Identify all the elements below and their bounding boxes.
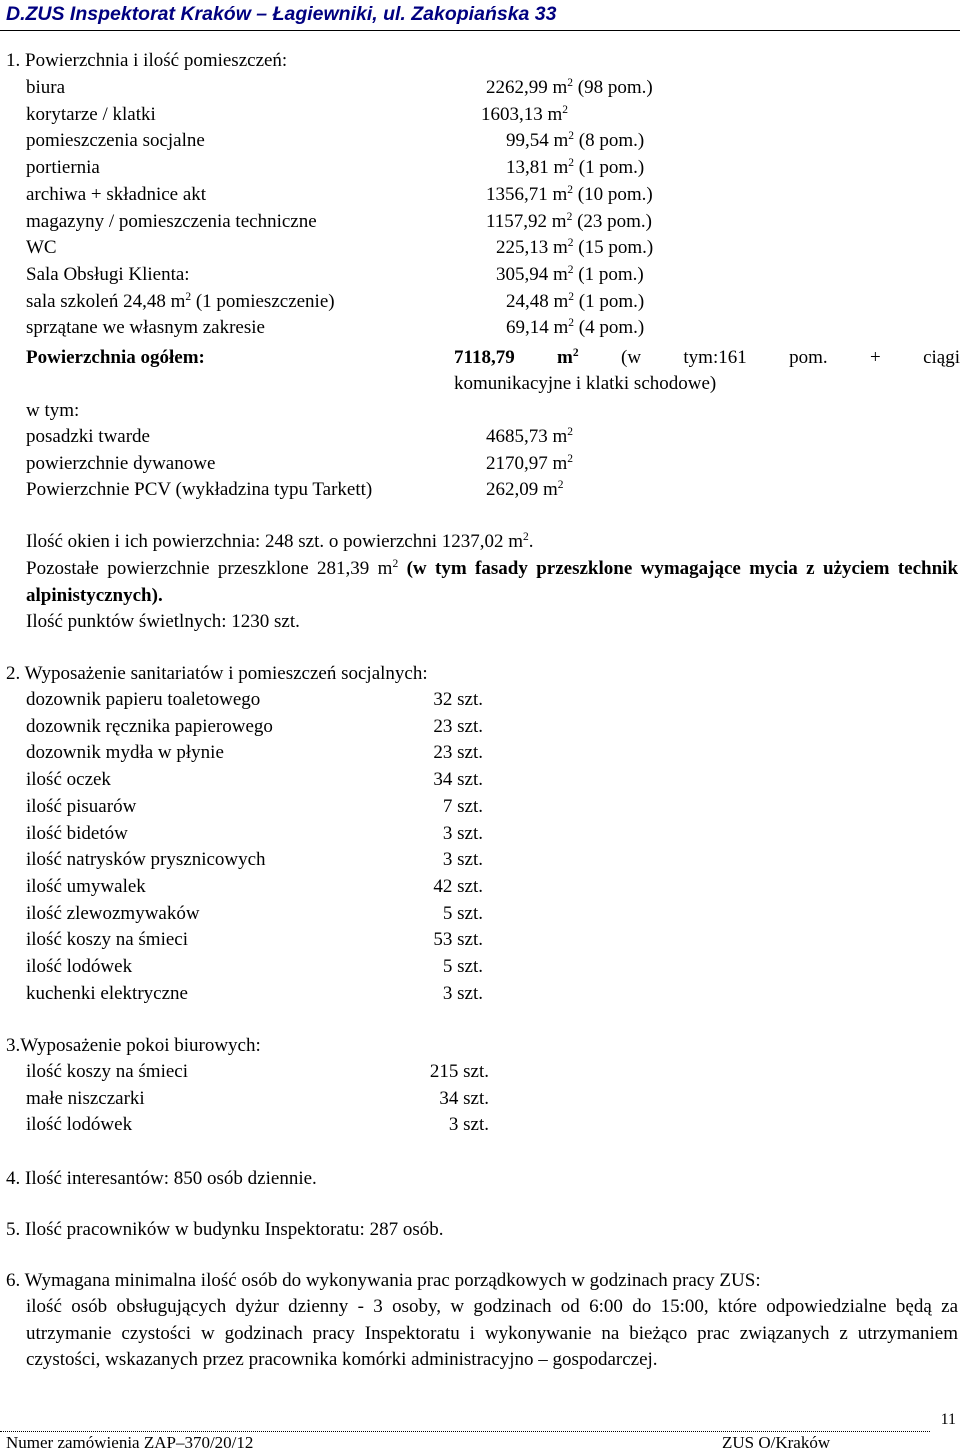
area-row-label: archiwa + składnice akt xyxy=(26,183,207,205)
w-tym-label: w tym: xyxy=(26,400,80,421)
equipment-quantity: 3 szt. xyxy=(442,982,483,1004)
equipment-quantity: 7 szt. xyxy=(442,795,483,817)
area-row xyxy=(26,155,946,182)
windows-line: Ilość okien i ich powierzchnia: 248 szt. o powierzchni 1237,02 $m^2$. xyxy=(26,531,534,552)
area-row-label: korytarze / klatki xyxy=(26,103,156,125)
equipment-label: dozownik ręcznika papierowego xyxy=(26,715,273,737)
equipment-row xyxy=(26,767,483,794)
equipment-label: ilość koszy na śmieci xyxy=(26,929,188,951)
equipment-quantity: 32 szt. xyxy=(433,689,483,710)
equipment-row xyxy=(26,874,483,901)
equipment-label: ilość bidetów xyxy=(26,822,128,844)
area-row-label: sprzątane we własnym zakresie xyxy=(26,317,265,339)
equipment-label: małe niszczarki xyxy=(26,1087,145,1109)
equipment-row xyxy=(26,901,483,928)
section-2-title: 2. Wyposażenie sanitariatów i pomieszczeń socjalnych: xyxy=(6,663,428,684)
floor-row-label: Powierzchnie PCV (wykładzina typu Tarkett) xyxy=(26,479,373,501)
equipment-quantity: 23 szt. xyxy=(433,742,483,764)
area-row-label: biura xyxy=(26,77,66,98)
page-number: 11 xyxy=(940,1411,956,1428)
equipment-row xyxy=(26,821,483,848)
equipment-quantity: 3 szt. xyxy=(442,849,483,871)
footer-order-number: Numer zamówienia ZAP–370/20/12 xyxy=(6,1433,254,1452)
area-row xyxy=(26,128,946,155)
equipment-quantity: 34 szt. xyxy=(433,769,483,791)
equipment-quantity: 3 szt. xyxy=(448,1114,489,1136)
equipment-label: ilość oczek xyxy=(26,769,111,791)
floor-row-value: 262,09 $m^2$ xyxy=(486,479,564,501)
floor-row-value: 4685,73 $m^2$ xyxy=(486,426,574,447)
floor-row-value: 2170,97 $m^2$ xyxy=(486,452,574,474)
area-row-label: WC xyxy=(26,237,57,259)
section-6-title: 6. Wymagana minimalna ilość osób do wykonywania prac porządkowych w godzinach pracy ZUS: xyxy=(6,1270,761,1291)
equipment-label: ilość pisuarów xyxy=(26,795,137,817)
equipment-quantity: 23 szt. xyxy=(433,715,483,737)
section-6-body: ilość osób obsługujących dyżur dzienny - 3 osoby, w godzinach od 6:00 do 15:00, które odpowiedzialne będą za utrzymanie czystości w godzinach pracy Inspektoratu i wykonywanie na bieżąco prac związanych z utrzymaniem czystości, wskazanych przez pracownika komórki administracyjno – gospodarczej. xyxy=(26,1296,958,1371)
equipment-quantity: 53 szt. xyxy=(433,929,483,951)
area-row-label: sala szkoleń 24,48 $m^2$ (1 pomieszczenie) xyxy=(26,290,335,312)
area-row-value: 305,94 $m^2$ (1 pom.) xyxy=(496,263,644,285)
section-1-title: 1. Powierzchnia i ilość pomieszczeń: xyxy=(6,50,288,71)
floor-row-label: posadzki twarde xyxy=(26,426,150,447)
page-header: D.ZUS Inspektorat Kraków – Łagiewniki, ul. Zakopiańska 33 xyxy=(6,3,557,25)
equipment-quantity: 34 szt. xyxy=(439,1087,489,1109)
floor-row-label: powierzchnie dywanowe xyxy=(26,452,216,474)
equipment-row xyxy=(26,927,483,954)
area-row xyxy=(26,262,946,289)
area-row-value: 99,54 $m^2$ (8 pom.) xyxy=(506,130,645,152)
equipment-row xyxy=(26,1086,489,1113)
area-row-label: magazyny / pomieszczenia techniczne xyxy=(26,210,317,232)
area-row-value: 1356,71 $m^2$ (10 pom.) xyxy=(486,183,653,205)
area-row xyxy=(26,75,946,102)
total-area-note: komunikacyjne i klatki schodowe) xyxy=(454,373,717,394)
equipment-quantity: 5 szt. xyxy=(442,956,483,977)
equipment-row xyxy=(26,794,483,821)
floor-row xyxy=(26,424,946,451)
floor-row xyxy=(26,477,946,504)
equipment-row xyxy=(26,687,483,714)
area-row xyxy=(26,235,946,262)
equipment-label: ilość lodówek xyxy=(26,956,133,977)
equipment-row xyxy=(26,954,483,981)
equipment-row xyxy=(26,740,483,767)
equipment-label: ilość koszy na śmieci xyxy=(26,1061,188,1082)
equipment-row xyxy=(26,714,483,741)
section-4-line: 4. Ilość interesantów: 850 osób dziennie. xyxy=(6,1168,317,1189)
equipment-quantity: 5 szt. xyxy=(442,902,483,924)
equipment-quantity: 215 szt. xyxy=(429,1061,489,1082)
area-row xyxy=(26,289,946,316)
area-row-label: Sala Obsługi Klienta: xyxy=(26,263,190,285)
equipment-row xyxy=(26,1059,489,1086)
area-row xyxy=(26,209,946,236)
area-row xyxy=(26,102,946,129)
equipment-row xyxy=(26,981,483,1008)
area-row-value: 69,14 $m^2$ (4 pom.) xyxy=(506,317,645,339)
floor-row xyxy=(26,451,946,478)
area-row-value: 13,81 $m^2$ (1 pom.) xyxy=(506,157,645,179)
equipment-label: ilość zlewozmywaków xyxy=(26,902,200,924)
total-area-row xyxy=(26,345,960,372)
equipment-row xyxy=(26,847,483,874)
equipment-label: ilość lodówek xyxy=(26,1114,133,1136)
equipment-row xyxy=(26,1112,489,1139)
header-rule xyxy=(0,30,960,31)
area-row-value: 1603,13 $m^2$ xyxy=(481,103,569,125)
total-area-value: 7118,79 $m^2$ (w tym:161 pom. + ciągi xyxy=(454,347,960,368)
total-area-row-cont xyxy=(26,371,946,398)
equipment-label: dozownik papieru toaletowego xyxy=(26,689,261,710)
area-row-value: 225,13 $m^2$ (15 pom.) xyxy=(496,237,654,259)
area-row xyxy=(26,315,946,342)
area-row-label: pomieszczenia socjalne xyxy=(26,130,205,152)
area-row-value: 24,48 $m^2$ (1 pom.) xyxy=(506,290,645,312)
lights-line: Ilość punktów świetlnych: 1230 szt. xyxy=(26,611,300,632)
equipment-label: ilość umywalek xyxy=(26,875,146,897)
equipment-label: dozownik mydła w płynie xyxy=(26,742,224,764)
section-3-title: 3.Wyposażenie pokoi biurowych: xyxy=(6,1035,261,1056)
glazed-surfaces-paragraph: Pozostałe powierzchnie przeszklone 281,39 $m^2$ (w tym fasady przeszklone wymagające mycia z użyciem technik alpinistycznych). xyxy=(26,558,959,606)
section-5-line: 5. Ilość pracowników w budynku Inspektoratu: 287 osób. xyxy=(6,1219,444,1240)
equipment-quantity: 42 szt. xyxy=(433,875,483,897)
total-area-label: Powierzchnia ogółem: xyxy=(26,347,205,368)
area-row-value: 1157,92 $m^2$ (23 pom.) xyxy=(486,210,653,232)
area-row xyxy=(26,182,946,209)
equipment-label: ilość natrysków prysznicowych xyxy=(26,849,266,871)
equipment-label: kuchenki elektryczne xyxy=(26,982,188,1004)
equipment-quantity: 3 szt. xyxy=(442,822,483,844)
area-row-value: 2262,99 $m^2$ (98 pom.) xyxy=(486,77,653,98)
area-row-label: portiernia xyxy=(26,157,100,179)
footer-organization: ZUS O/Kraków xyxy=(722,1433,831,1452)
